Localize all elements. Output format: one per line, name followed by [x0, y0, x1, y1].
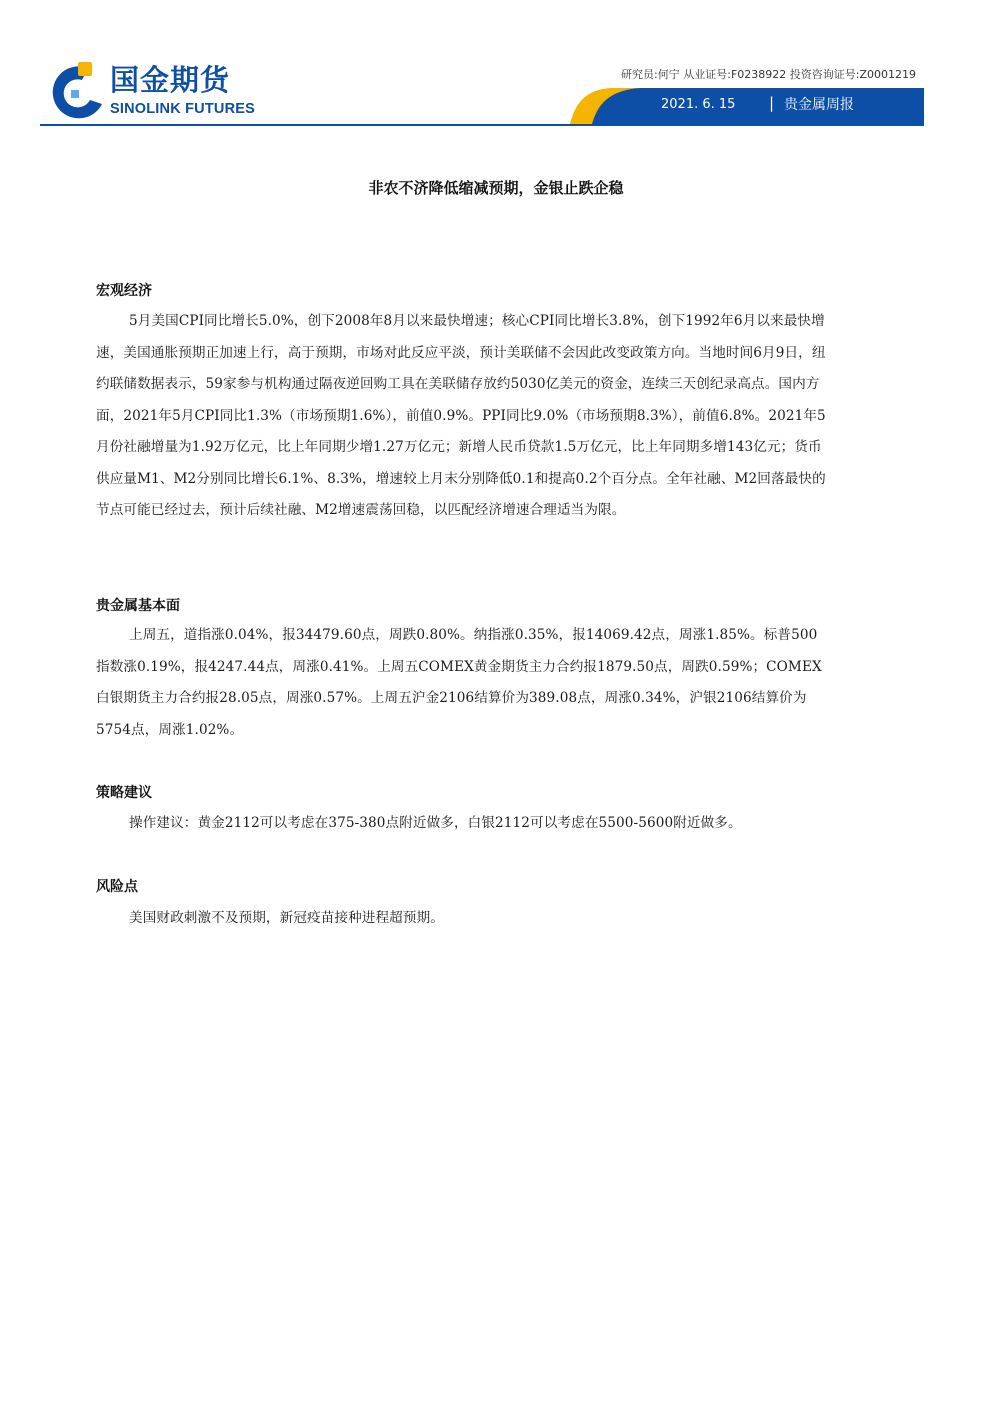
header-date-bar [570, 86, 924, 124]
document-title: 非农不济降低缩减预期，金银止跌企稳 [368, 179, 624, 197]
section-heading-strategy: 策略建议 [96, 785, 152, 801]
section-heading-macro: 宏观经济 [96, 283, 152, 299]
section-body-fundamentals: 上周五，道指涨0.04%，报34479.60点，周跌0.80%。纳指涨0.35%，报14069.42点，周涨1.85%。标普500指数涨0.19%，报4247.44点，周涨0.41%。上周五COMEX黄金期货主力合约报1879.50点，周跌0.59%；COMEX白银期货主力合约报28.05点，周涨0.57%。上周五沪金2106结算价为389.08点，周涨0.34%，沪银2106结算价为5754点，周涨1.02%。 [96, 627, 822, 738]
section-heading-risk: 风险点 [96, 879, 138, 895]
header-rule [40, 124, 924, 126]
brand-name-cn: 国金期货 [110, 63, 231, 97]
report-date: 2021. 6. 15 [661, 97, 736, 112]
section-heading-fundamentals: 贵金属基本面 [96, 598, 180, 614]
analyst-info: 研究员:何宁 从业证号:F0238922 投资咨询证号:Z0001219 [621, 68, 916, 81]
brand-name-en: SINOLINK FUTURES [110, 101, 255, 117]
header-bar-shape [570, 86, 924, 124]
header-divider: | [769, 94, 775, 112]
report-type: 贵金属周报 [784, 97, 854, 113]
page-header [0, 0, 992, 130]
sinolink-logo-icon [44, 60, 108, 124]
section-body-risk: 美国财政刺激不及预期，新冠疫苗接种进程超预期。 [129, 910, 444, 926]
section-body-macro: 5月美国CPI同比增长5.0%，创下2008年8月以来最快增速；核心CPI同比增长3.8%，创下1992年6月以来最快增速，美国通胀预期正加速上行，高于预期，市场对此反应平淡，预计美联储不会因此改变政策方向。当地时间6月9日，纽约联储数据表示，59家参与机构通过隔夜逆回购工具在美联储存放约5030亿美元的资金，连续三天创纪录高点。国内方面，2021年5月CPI同比1.3%（市场预期1.6%），前值0.9%。PPI同比9.0%（市场预期8.3%），前值6.8%。2021年5月份社融增量为1.92万亿元，比上年同期少增1.27万亿元；新增人民币贷款1.5万亿元，比上年同期多增143亿元；货币供应量M1、M2分别同比增长6.1%、8.3%，增速较上月末分别降低0.1和提高0.2个百分点。全年社融、M2回落最快的节点可能已经过去，预计后续社融、M2增速震荡回稳，以匹配经济增速合理适当为限。 [96, 313, 826, 518]
section-body-strategy: 操作建议：黄金2112可以考虑在375-380点附近做多，白银2112可以考虑在5500-5600附近做多。 [129, 815, 742, 831]
